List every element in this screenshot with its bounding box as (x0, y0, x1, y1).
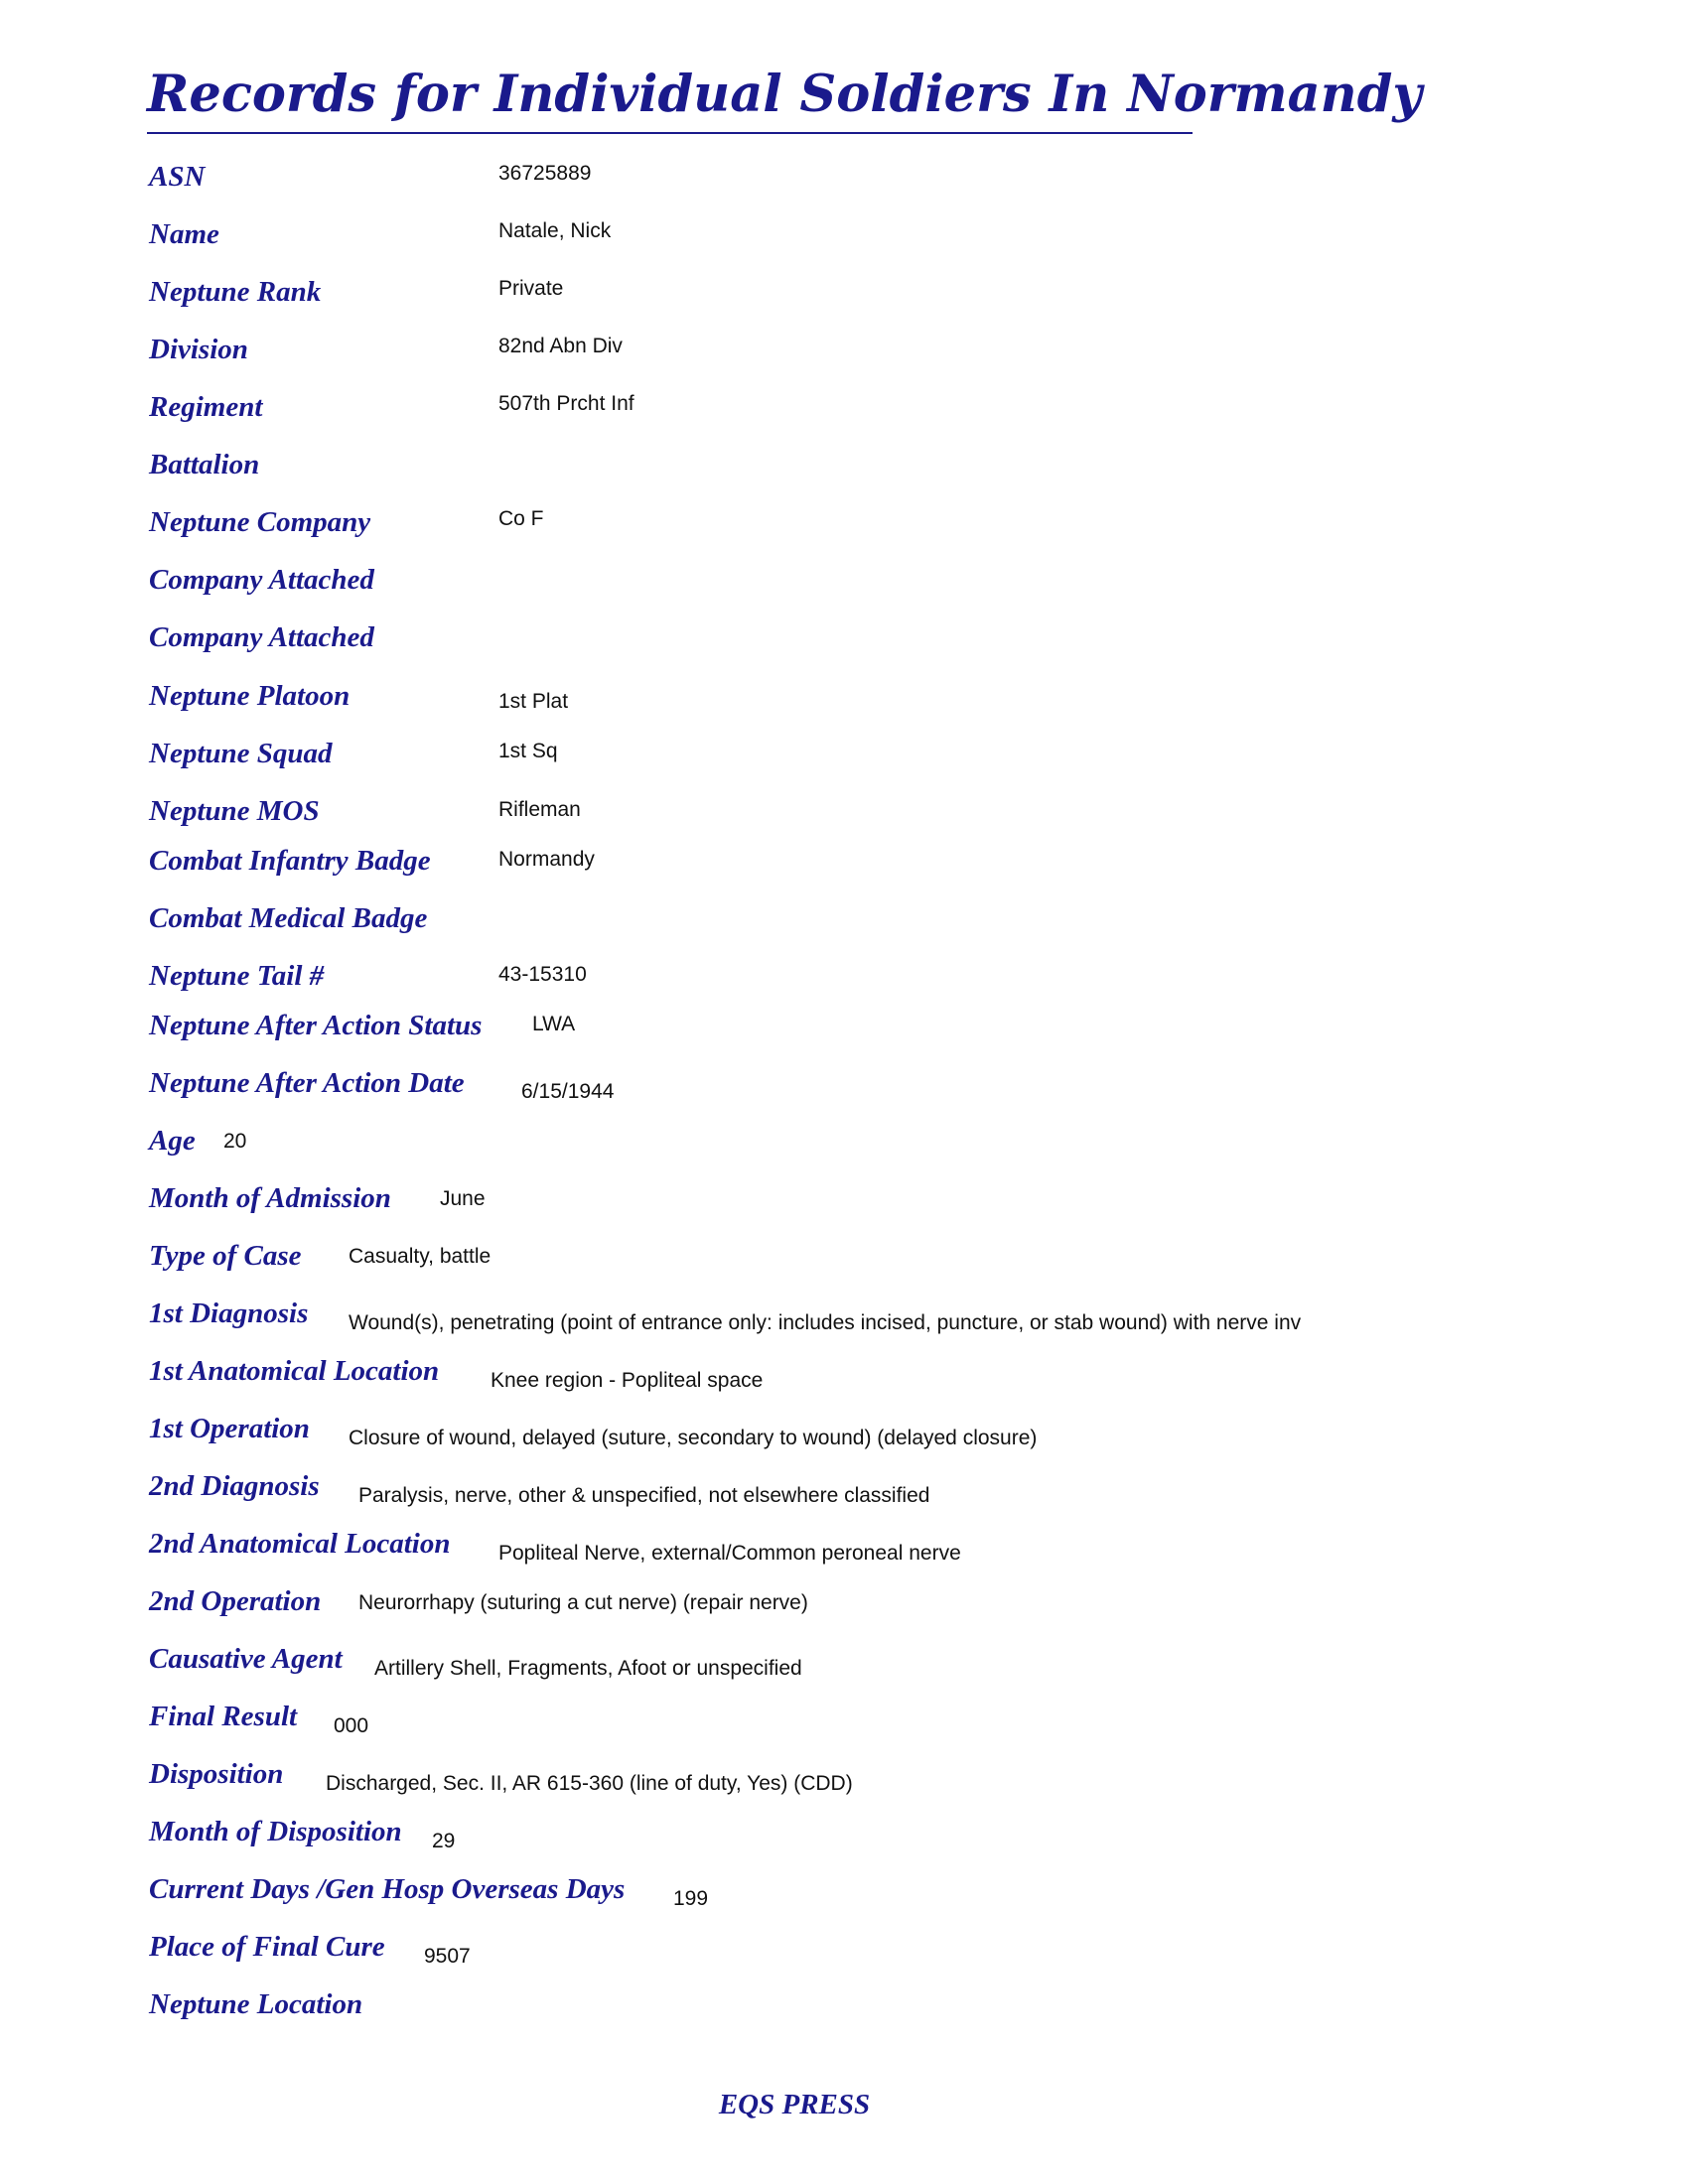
field-value-neptune-mos: Rifleman (498, 798, 581, 821)
field-value-1st-anatomical-location: Knee region - Popliteal space (491, 1369, 764, 1392)
field-value-neptune-squad: 1st Sq (498, 740, 558, 762)
field-value-month-of-admission: June (440, 1187, 486, 1210)
field-label-current-days: Current Days /Gen Hosp Overseas Days (149, 1873, 626, 1905)
field-value-type-of-case: Casualty, battle (349, 1245, 492, 1268)
field-label-company-attached: Company Attached (149, 564, 374, 596)
field-label-combat-medical-badge: Combat Medical Badge (149, 902, 428, 934)
field-label-month-of-disposition: Month of Disposition (149, 1816, 402, 1847)
field-value-neptune-tail: 43-15310 (498, 963, 587, 986)
field-value-neptune-company: Co F (498, 507, 544, 530)
field-label-regiment: Regiment (149, 391, 263, 423)
field-label-company-attached-2: Company Attached (149, 621, 374, 653)
field-value-disposition: Discharged, Sec. II, AR 615-360 (line of duty, Yes) (CDD) (326, 1772, 853, 1795)
field-value-causative-agent: Artillery Shell, Fragments, Afoot or unspecified (374, 1657, 802, 1680)
field-value-after-action-status: LWA (532, 1013, 576, 1035)
field-label-1st-anatomical-location: 1st Anatomical Location (149, 1355, 440, 1387)
field-label-month-of-admission: Month of Admission (149, 1182, 391, 1214)
field-label-disposition: Disposition (149, 1758, 284, 1790)
field-label-battalion: Battalion (149, 449, 260, 480)
field-label-neptune-platoon: Neptune Platoon (149, 680, 351, 712)
field-label-1st-diagnosis: 1st Diagnosis (149, 1297, 309, 1329)
field-value-division: 82nd Abn Div (498, 335, 623, 357)
field-value-final-result: 000 (334, 1714, 369, 1737)
field-label-final-result: Final Result (149, 1701, 298, 1732)
field-value-neptune-rank: Private (498, 277, 564, 300)
field-label-name: Name (149, 218, 219, 250)
field-label-place-of-final-cure: Place of Final Cure (149, 1931, 385, 1963)
field-label-causative-agent: Causative Agent (149, 1643, 343, 1675)
field-label-neptune-mos: Neptune MOS (149, 795, 320, 827)
field-value-name: Natale, Nick (498, 219, 612, 242)
field-value-asn: 36725889 (498, 162, 592, 185)
title-underline (147, 132, 1193, 134)
field-value-2nd-diagnosis: Paralysis, nerve, other & unspecified, not elsewhere classified (358, 1484, 930, 1507)
field-value-month-of-disposition: 29 (432, 1830, 456, 1852)
field-value-regiment: 507th Prcht Inf (498, 392, 634, 415)
field-label-neptune-rank: Neptune Rank (149, 276, 322, 308)
field-value-after-action-date: 6/15/1944 (521, 1080, 615, 1103)
field-label-neptune-tail: Neptune Tail # (149, 960, 325, 992)
field-label-2nd-anatomical-location: 2nd Anatomical Location (149, 1528, 451, 1560)
footer-publisher: EQS PRESS (718, 2089, 871, 2120)
field-label-type-of-case: Type of Case (149, 1240, 302, 1272)
field-label-after-action-date: Neptune After Action Date (149, 1067, 465, 1099)
field-value-neptune-platoon: 1st Plat (498, 690, 569, 713)
field-label-neptune-location: Neptune Location (149, 1988, 363, 2020)
field-value-2nd-operation: Neurorrhapy (suturing a cut nerve) (repair nerve) (358, 1591, 808, 1614)
field-value-1st-operation: Closure of wound, delayed (suture, secondary to wound) (delayed closure) (349, 1427, 1038, 1449)
field-label-division: Division (149, 334, 248, 365)
field-label-after-action-status: Neptune After Action Status (149, 1010, 483, 1041)
field-label-combat-infantry-badge: Combat Infantry Badge (149, 845, 431, 877)
field-label-neptune-squad: Neptune Squad (149, 738, 333, 769)
field-label-age: Age (149, 1125, 196, 1157)
field-value-combat-infantry-badge: Normandy (498, 848, 595, 871)
field-value-place-of-final-cure: 9507 (424, 1945, 471, 1968)
field-label-2nd-operation: 2nd Operation (149, 1585, 322, 1617)
page-title: Records for Individual Soldiers In Normandy (147, 65, 1422, 124)
field-value-age: 20 (223, 1130, 247, 1153)
field-value-1st-diagnosis: Wound(s), penetrating (point of entrance only: includes incised, puncture, or stab wound) with nerve inv (349, 1311, 1302, 1334)
field-label-2nd-diagnosis: 2nd Diagnosis (149, 1470, 320, 1502)
field-label-asn: ASN (149, 161, 206, 193)
field-label-neptune-company: Neptune Company (149, 506, 371, 538)
field-label-1st-operation: 1st Operation (149, 1413, 310, 1444)
field-value-2nd-anatomical-location: Popliteal Nerve, external/Common peroneal nerve (498, 1542, 961, 1565)
field-value-current-days: 199 (673, 1887, 709, 1910)
